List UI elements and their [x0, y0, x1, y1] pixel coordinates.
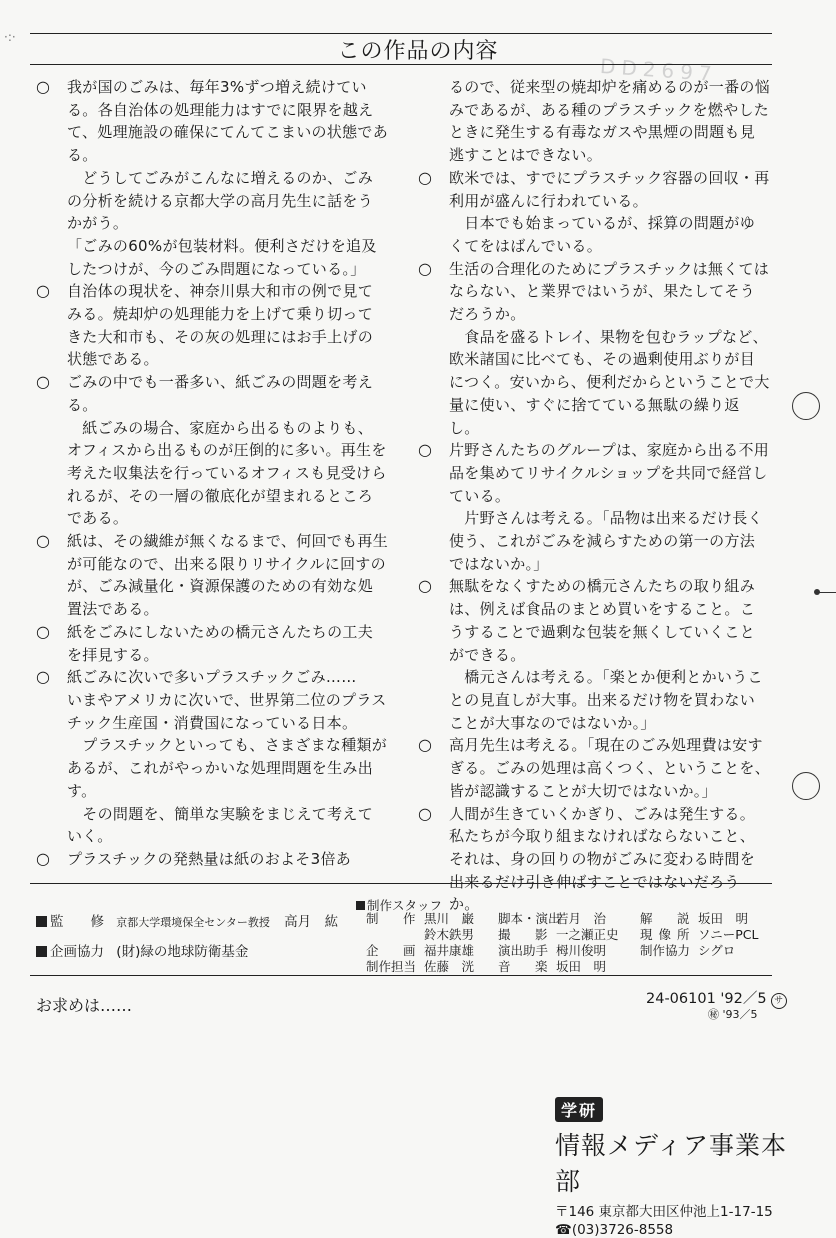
bullet-paragraph: ○ 紙は、その繊維が無くなるまで、何回でも再生が可能なので、出来る限りリサイクルに回すのが、ごみ減量化・資源保護のための有効な処置法である。 [36, 530, 388, 621]
credits-bottom-rule [30, 975, 772, 976]
paragraph: 片野さんは考える。「品物は出来るだけ長く使う、これがごみを減らすための第一の方法ではないか。」 [449, 509, 763, 573]
page-title: この作品の内容 [337, 39, 499, 64]
left-column [36, 76, 388, 871]
paragraph: プラスチックといっても、さまざまな種類があるが、これがやっかいな処理問題を生み出す。 [67, 736, 388, 800]
cooperation-org: (財)緑の地球防衛基金 [116, 944, 249, 960]
order-text: お求めは…… [36, 996, 133, 1015]
right-column [418, 76, 770, 916]
code-mark: サ [771, 993, 787, 1009]
bullet-paragraph: ○ 生活の合理化のためにプラスチックは無くてはならない、と業界ではいうが、果たしてそうだろうか。 [418, 258, 770, 326]
code2-text: '93／5 [722, 1008, 758, 1021]
staff-col-1: 制 作 黒川 巌 鈴木鉄男 企 画 福井康雄 制作担当 佐藤 洸 [366, 911, 475, 974]
publisher-logo: 学研 [555, 1097, 603, 1122]
publisher-address: 〒146 東京都大田区仲池上1-17-15 [555, 1204, 773, 1220]
catalog-code-2 [708, 1006, 758, 1022]
bullet-paragraph: ○ 人間が生きていくかぎり、ごみは発生する。私たちが今取り組まなければならないこと、それは、身の回りの物がごみに変わる時間を出来るだけ引き伸ばすことではないだろうか。 [418, 803, 770, 917]
fold-dot [814, 589, 820, 595]
paragraph: 橋元さんは考える。「楽とか便利とかいうことの見直しが大事。出来るだけ物を買わないことが大事なのではないか。」 [449, 668, 763, 732]
binder-hole-bottom [792, 772, 820, 800]
staff-col-3: 解 説 坂田 明 現像所 ソニーPCL 制作協力 シグロ [640, 911, 759, 958]
paragraph: 紙ごみの場合、家庭から出るものよりも、オフィスから出るものが圧倒的に多い。再生を考えた収集法を行っているオフィスも見受けられるが、その一層の徹底化が望まれるところである。 [67, 418, 387, 528]
scan-specks: ·:· [4, 30, 16, 44]
paragraph: 日本でも始まっているが、採算の問題がゆくてをはばんでいる。 [449, 214, 756, 255]
supervision-name: 高月 紘 [284, 914, 339, 930]
code2-mark: ㊙ [708, 1008, 719, 1021]
cooperation-label: 企画協力 [50, 944, 104, 960]
bullet-paragraph: ○ 欧米では、すでにプラスチック容器の回収・再利用が盛んに行われている。 [418, 167, 770, 212]
title-rule [30, 64, 772, 65]
supervision-label: 監 修 [50, 914, 104, 930]
bullet-paragraph: ○ 片野さんたちのグループは、家庭から出る不用品を集めてリサイクルショップを共同で経営している。 [418, 439, 770, 507]
publisher [555, 1097, 795, 1238]
supervision-org: 京都大学環境保全センター教授 [116, 916, 270, 929]
staff-col-2: 脚本・演出若月 治 撮 影 一之瀬正史 演出助手 栂川俊明 音 楽 坂田 明 [498, 911, 619, 974]
publisher-dept: 情報メディア事業本部 [555, 1131, 788, 1196]
bullet-paragraph: ○ プラスチックの発熱量は紙のおよそ3倍あ [36, 848, 388, 871]
binder-hole-top [792, 392, 820, 420]
credits-top-rule [30, 883, 772, 884]
paragraph: るので、従来型の焼却炉を痛めるのが一番の悩みであるが、ある種のプラスチックを燃やしたときに発生する有毒なガスや黒煙の問題も見逃すことはできない。 [449, 78, 771, 165]
catalog-code-text: 24-06101 '92／5 [646, 991, 767, 1007]
paragraph: どうしてごみがこんなに増えるのか、ごみの分析を続ける京都大学の高月先生に話をうかがう。 [67, 168, 374, 233]
publisher-phone: ☎(03)3726-8558 [555, 1222, 674, 1238]
paragraph: 食品を盛るトレイ、果物を包むラップなど、欧米諸国に比べても、その過剰使用ぶりが目につく。安いから、便利だからということで大量に使い、すぐに捨てている無駄の繰り返し。 [449, 327, 770, 437]
bullet-paragraph: ○ 紙をごみにしないための橋元さんたちの工夫を拝見する。 [36, 621, 388, 666]
bullet-paragraph: ○ 無駄をなくすための橋元さんたちの取り組みは、例えば食品のまとめ買いをすること。こうすることで過剰な包装を無くしていくことができる。 [418, 575, 770, 666]
supervision-row [36, 910, 338, 930]
bullet-paragraph: ○ 高月先生は考える。「現在のごみ処理費は安すぎる。ごみの処理は高くつく、ということを、皆が認識することが大切ではないか。」 [418, 734, 770, 802]
paragraph: その問題を、簡単な実験をまじえて考えていく。 [67, 804, 374, 846]
cooperation-row [36, 940, 248, 960]
bullet-paragraph: ○ ごみの中でも一番多い、紙ごみの問題を考える。 [36, 371, 388, 416]
bullet-paragraph: ○ 自治体の現状を、神奈川県大和市の例で見てみる。焼却炉の処理能力を上げて乗り切ってきた大和市も、その灰の処理にはお手上げの状態である。 [36, 280, 388, 371]
paragraph: いまやアメリカに次いで、世界第二位のプラスチック生産国・消費国になっている日本。 [67, 690, 387, 732]
staff-heading: 制作スタッフ [356, 896, 442, 914]
bullet-paragraph: ○ 紙ごみに次いで多いプラスチックごみ…… [36, 666, 388, 689]
faint-stamp: DD2697 [599, 53, 719, 87]
paragraph: 「ごみの60%が包装材料。便利さだけを追及したつけが、今のごみ問題になっている。」 [67, 236, 377, 278]
bullet-paragraph: ○ 我が国のごみは、毎年3%ずつ増え続けている。各自治体の処理能力はすでに限界を越えて、処理施設の確保にてんてこまいの状態である。 [36, 76, 388, 167]
